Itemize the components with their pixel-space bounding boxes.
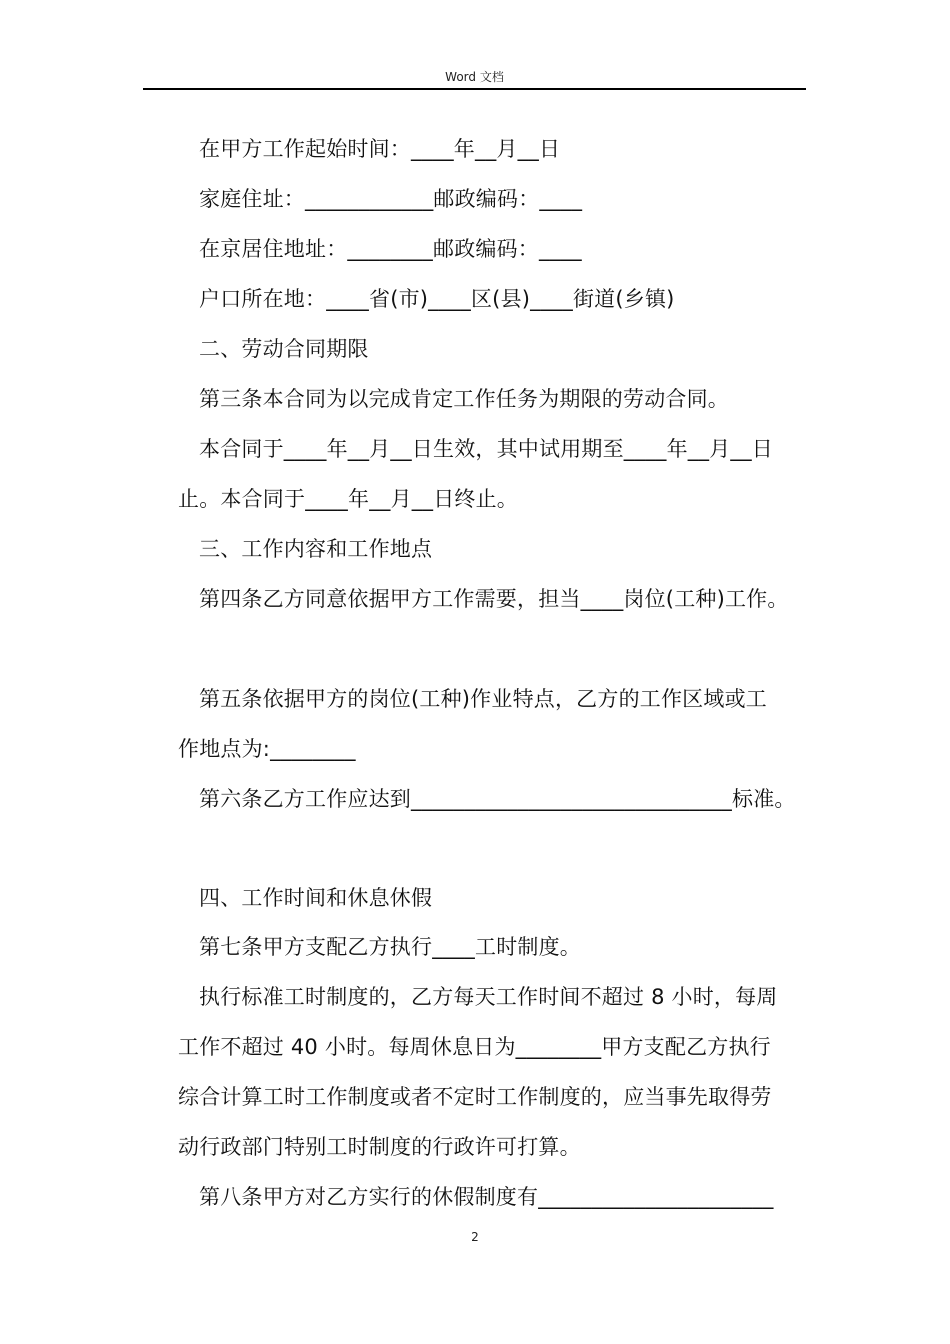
standard-hours-line: 执行标准工时制度的，乙方每天工作时间不超过 8 小时，每周 — [199, 985, 778, 1009]
home-address-line: 家庭住址：____________邮政编码：____ — [199, 187, 583, 211]
start-date-line: 在甲方工作起始时间：____年__月__日 — [199, 137, 561, 161]
article-8-line: 第八条甲方对乙方实行的休假制度有______________________ — [199, 1185, 774, 1209]
hukou-line: 户口所在地：____省(市)____区(县)____街道(乡镇) — [199, 287, 675, 311]
header-title: Word 文档 — [445, 70, 504, 84]
article-3-line: 第三条本合同为以完成肯定工作任务为期限的劳动合同。 — [199, 387, 729, 411]
beijing-address-line: 在京居住地址：________邮政编码：____ — [199, 237, 582, 261]
page-header — [143, 66, 806, 90]
section-heading-work-time: 四、工作时间和休息休假 — [199, 886, 433, 910]
section-heading-contract-term: 二、劳动合同期限 — [199, 337, 369, 361]
article-5-line: 第五条依据甲方的岗位(工种)作业特点，乙方的工作区域或工 — [199, 687, 767, 711]
article-5-continued: 作地点为:________ — [178, 737, 356, 761]
contract-end-line: 止。本合同于____年__月__日终止。 — [178, 487, 518, 511]
comprehensive-hours-line: 综合计算工时工作制度或者不定时工作制度的，应当事先取得劳 — [178, 1085, 772, 1109]
contract-effective-line: 本合同于____年__月__日生效，其中试用期至____年__月__日 — [199, 437, 773, 461]
administrative-permit-line: 动行政部门特别工时制度的行政许可打算。 — [178, 1135, 581, 1159]
article-6-line: 第六条乙方工作应达到______________________________标准。 — [199, 787, 796, 811]
weekly-hours-line: 工作不超过 40 小时。每周休息日为________甲方支配乙方执行 — [178, 1035, 771, 1059]
page-number: 2 — [471, 1230, 479, 1244]
article-4-line: 第四条乙方同意依据甲方工作需要，担当____岗位(工种)工作。 — [199, 587, 789, 611]
section-heading-work-content: 三、工作内容和工作地点 — [199, 537, 433, 561]
article-7-line: 第七条甲方支配乙方执行____工时制度。 — [199, 935, 581, 959]
